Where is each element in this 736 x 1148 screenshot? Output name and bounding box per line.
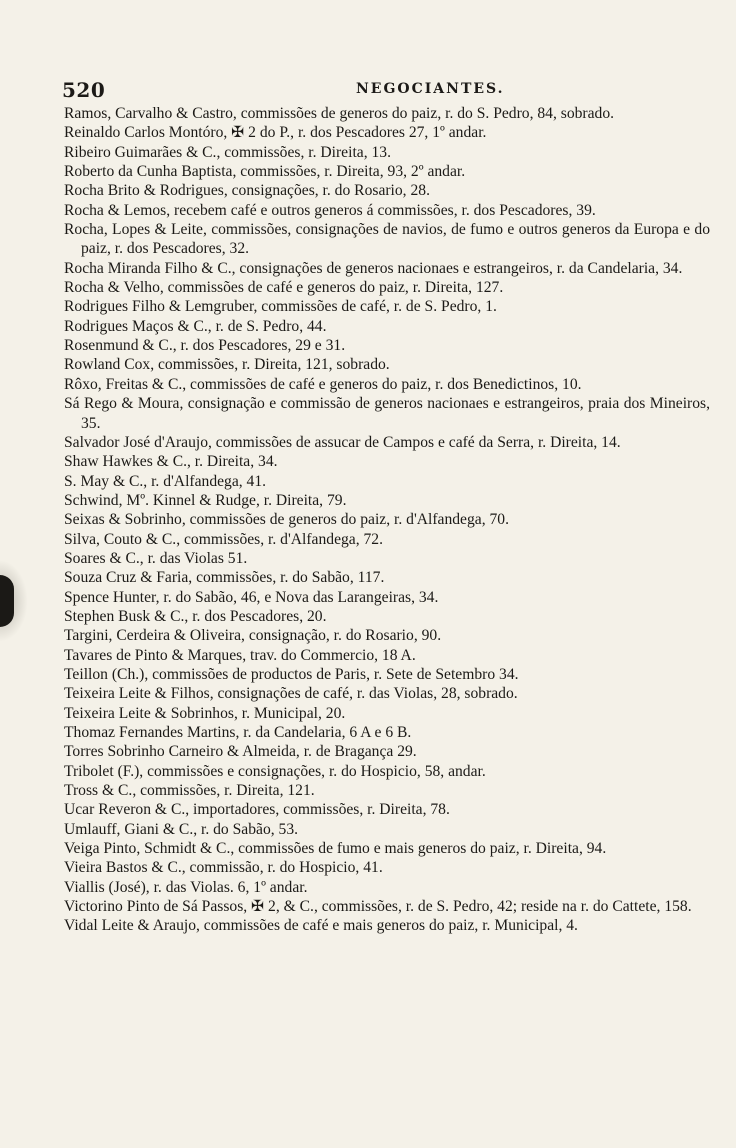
list-item: Rocha Brito & Rodrigues, consignações, r. do Rosario, 28. xyxy=(64,182,430,200)
running-title: NEGOCIANTES. xyxy=(356,81,505,97)
list-item: Veiga Pinto, Schmidt & C., commissões de fumo e mais generos do paiz, r. Direita, 94. xyxy=(64,840,607,858)
list-item: S. May & C., r. d'Alfandega, 41. xyxy=(64,472,267,490)
list-item: Stephen Busk & C., r. dos Pescadores, 20. xyxy=(64,607,327,625)
binding-hole xyxy=(0,575,14,627)
page-number: 520 xyxy=(62,78,106,102)
list-item: Umlauff, Giani & C., r. do Sabão, 53. xyxy=(64,820,299,838)
list-item: Torres Sobrinho Carneiro & Almeida, r. de Bragança 29. xyxy=(64,743,417,761)
page-header xyxy=(62,78,662,100)
list-item: Targini, Cerdeira & Oliveira, consignação, r. do Rosario, 90. xyxy=(64,627,442,645)
list-item: Shaw Hawkes & C., r. Direita, 34. xyxy=(64,453,278,471)
list-item: Vidal Leite & Araujo, commissões de café e mais generos do paiz, r. Municipal, 4. xyxy=(64,917,578,935)
list-item: Ramos, Carvalho & Castro, commissões de generos do paiz, r. do S. Pedro, 84, sobrado. xyxy=(64,105,615,122)
list-item: Salvador José d'Araujo, commissões de assucar de Campos e café da Serra, r. Direita, 14. xyxy=(64,433,621,451)
list-item: Teillon (Ch.), commissões de productos de Paris, r. Sete de Setembro 34. xyxy=(64,665,519,683)
entry-list xyxy=(64,104,710,936)
list-item: Rodrigues Filho & Lemgruber, commissões de café, r. de S. Pedro, 1. xyxy=(64,298,497,316)
list-item: Schwind, Mº. Kinnel & Rudge, r. Direita, 79. xyxy=(64,491,347,509)
list-item: Tavares de Pinto & Marques, trav. do Commercio, 18 A. xyxy=(64,646,416,664)
list-item: Roberto da Cunha Baptista, commissões, r. Direita, 93, 2º andar. xyxy=(64,163,466,181)
list-item: Rôxo, Freitas & C., commissões de café e generos do paiz, r. dos Benedictinos, 10. xyxy=(64,375,582,393)
list-item: Rosenmund & C., r. dos Pescadores, 29 e 31. xyxy=(64,337,346,355)
list-item: Rocha & Velho, commissões de café e generos do paiz, r. Direita, 127. xyxy=(64,279,504,297)
list-item: Teixeira Leite & Filhos, consignações de café, r. das Violas, 28, sobrado. xyxy=(64,685,518,703)
list-item: Ucar Reveron & C., importadores, commissões, r. Direita, 78. xyxy=(64,801,450,819)
list-item: Rodrigues Maços & C., r. de S. Pedro, 44. xyxy=(64,317,327,335)
list-item: Seixas & Sobrinho, commissões de generos do paiz, r. d'Alfandega, 70. xyxy=(64,511,509,529)
list-item: Thomaz Fernandes Martins, r. da Candelaria, 6 A e 6 B. xyxy=(64,724,412,741)
list-item: Sá Rego & Moura, consignação e commissão de generos nacionaes e estrangeiros, praia dos Mineiros, 35. xyxy=(64,395,710,432)
list-item: Soares & C., r. das Violas 51. xyxy=(64,549,248,567)
list-item: Tross & C., commissões, r. Direita, 121. xyxy=(64,782,315,800)
list-item: Spence Hunter, r. do Sabão, 46, e Nova das Larangeiras, 34. xyxy=(64,588,439,606)
list-item: Victorino Pinto de Sá Passos, ✠ 2, & C., commissões, r. de S. Pedro, 42; reside na r. do Cattete, 158. xyxy=(64,898,692,916)
list-item: Tribolet (F.), commissões e consignações, r. do Hospicio, 58, andar. xyxy=(64,762,486,780)
list-item: Vieira Bastos & C., commissão, r. do Hospicio, 41. xyxy=(64,859,383,877)
list-item: Viallis (José), r. das Violas. 6, 1º andar. xyxy=(64,878,308,896)
list-item: Rocha Miranda Filho & C., consignações de generos nacionaes e estrangeiros, r. da Candelaria, 34. xyxy=(64,259,683,277)
list-item: Ribeiro Guimarães & C., commissões, r. Direita, 13. xyxy=(64,143,391,161)
list-item: Rocha, Lopes & Leite, commissões, consignações de navios, de fumo e outros generos da Europa e do paiz, r. dos Pescadores, 32. xyxy=(64,221,710,258)
list-item: Teixeira Leite & Sobrinhos, r. Municipal, 20. xyxy=(64,704,346,722)
list-item: Rowland Cox, commissões, r. Direita, 121, sobrado. xyxy=(64,356,390,374)
list-item: Rocha & Lemos, recebem café e outros generos á commissões, r. dos Pescadores, 39. xyxy=(64,201,596,219)
list-item: Souza Cruz & Faria, commissões, r. do Sabão, 117. xyxy=(64,569,385,587)
list-item: Reinaldo Carlos Montóro, ✠ 2 do P., r. dos Pescadores 27, 1º andar. xyxy=(64,124,487,142)
list-item: Silva, Couto & C., commissões, r. d'Alfandega, 72. xyxy=(64,530,383,548)
